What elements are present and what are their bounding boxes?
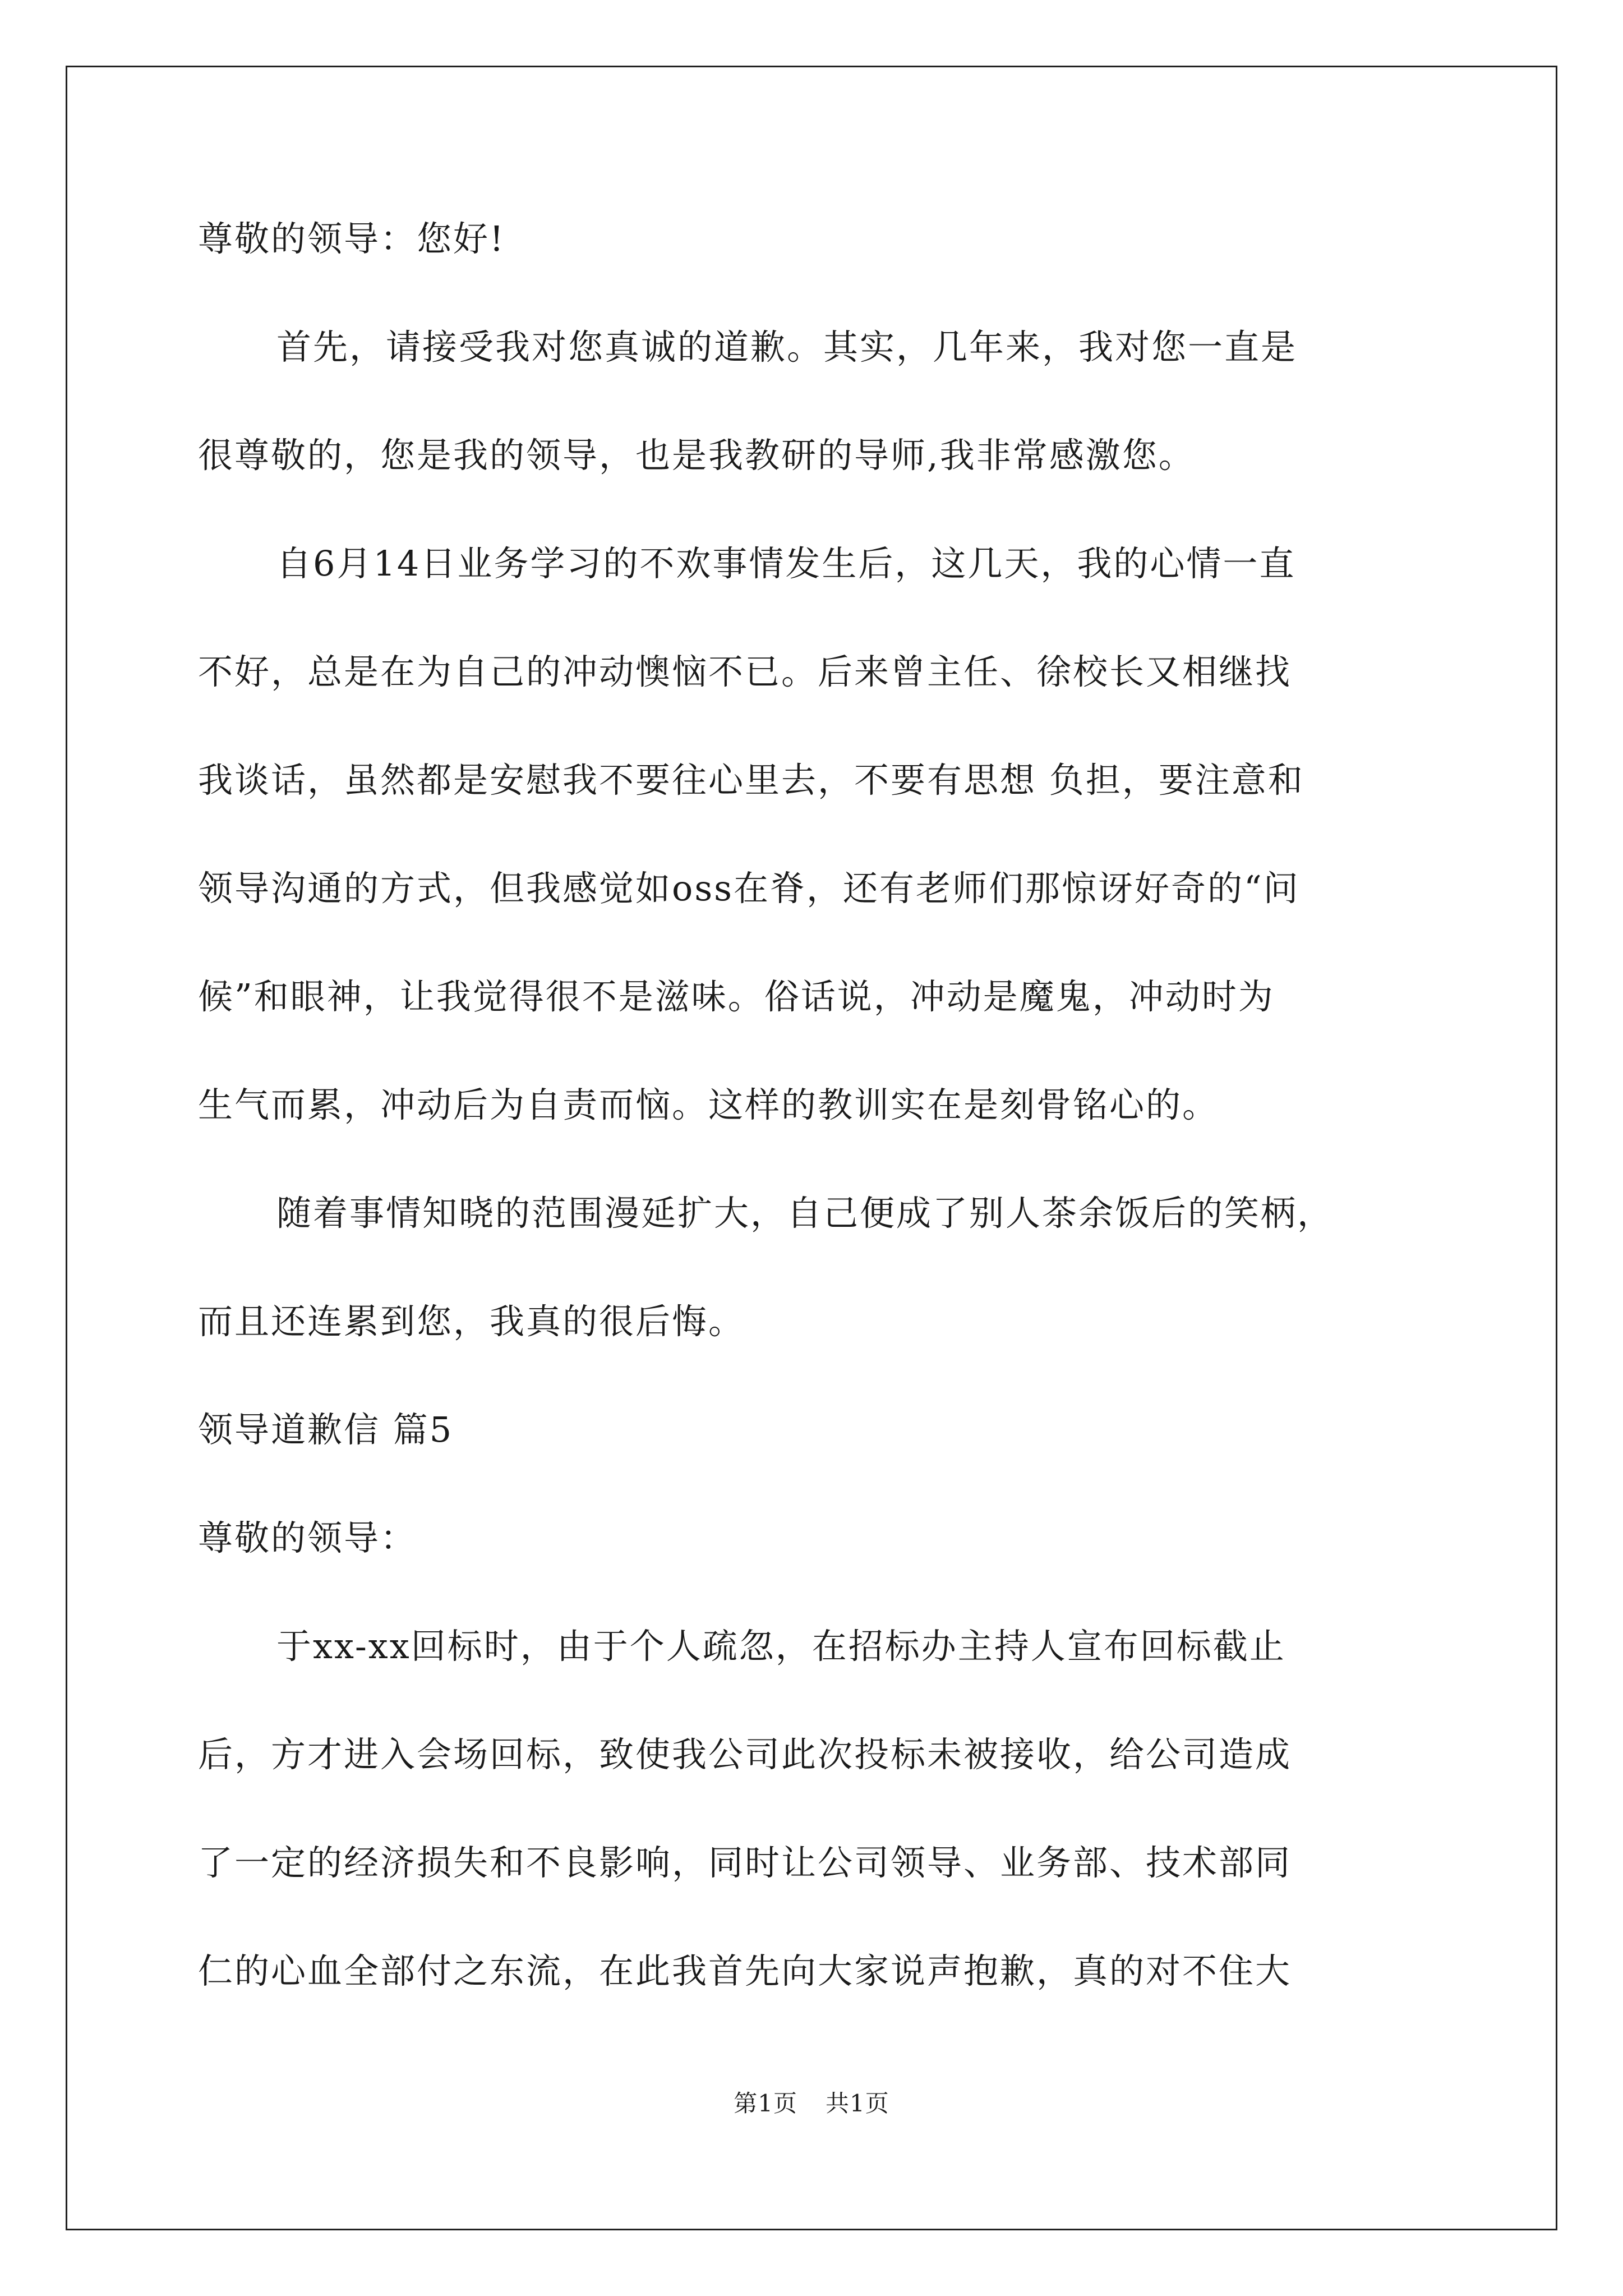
paragraph-line: 于xx-xx回标时，由于个人疏忽，在招标办主持人宣布回标截止 bbox=[276, 1626, 1286, 1667]
paragraph-line: 随着事情知晓的范围漫延扩大，自己便成了别人茶余饭后的笑柄， bbox=[276, 1193, 1334, 1234]
paragraph-line: 很尊敬的，您是我的领导，也是我教研的导师,我非常感激您。 bbox=[198, 435, 1195, 476]
paragraph-line: 首先，请接受我对您真诚的道歉。其实，几年来，我对您一直是 bbox=[276, 326, 1298, 367]
page-number: 第1页 bbox=[734, 2090, 797, 2117]
paragraph-line: 候”和眼神，让我觉得很不是滋味。俗话说，冲动是魔鬼，冲动时为 bbox=[198, 976, 1275, 1017]
paragraph-line: 仁的心血全部付之东流，在此我首先向大家说声抱歉，真的对不住大 bbox=[198, 1950, 1292, 1991]
document-body bbox=[198, 211, 1449, 2051]
paragraph-line: 我谈话，虽然都是安慰我不要往心里去，不要有思想 负担，要注意和 bbox=[198, 760, 1304, 800]
section-heading: 领导道歉信 篇5 bbox=[198, 1409, 454, 1450]
page-footer bbox=[0, 2087, 1623, 2120]
paragraph-line: 生气而累，冲动后为自责而恼。这样的教训实在是刻骨铭心的。 bbox=[198, 1084, 1219, 1125]
paragraph-line: 了一定的经济损失和不良影响，同时让公司领导、业务部、技术部同 bbox=[198, 1842, 1292, 1883]
paragraph-line: 而且还连累到您，我真的很后悔。 bbox=[198, 1301, 745, 1342]
paragraph-line: 领导沟通的方式，但我感觉如oss在脊，还有老师们那惊讶好奇的“问 bbox=[198, 868, 1300, 909]
page-count: 共1页 bbox=[826, 2090, 889, 2117]
salutation: 尊敬的领导： bbox=[198, 1517, 417, 1558]
paragraph-line: 自6月14日业务学习的不欢事情发生后，这几天，我的心情一直 bbox=[276, 543, 1296, 584]
paragraph-line: 不好，总是在为自己的冲动懊恼不已。后来曾主任、徐校长又相继找 bbox=[198, 651, 1292, 692]
salutation: 尊敬的领导：您好! bbox=[198, 218, 505, 259]
paragraph-line: 后，方才进入会场回标，致使我公司此次投标未被接收，给公司造成 bbox=[198, 1734, 1292, 1775]
